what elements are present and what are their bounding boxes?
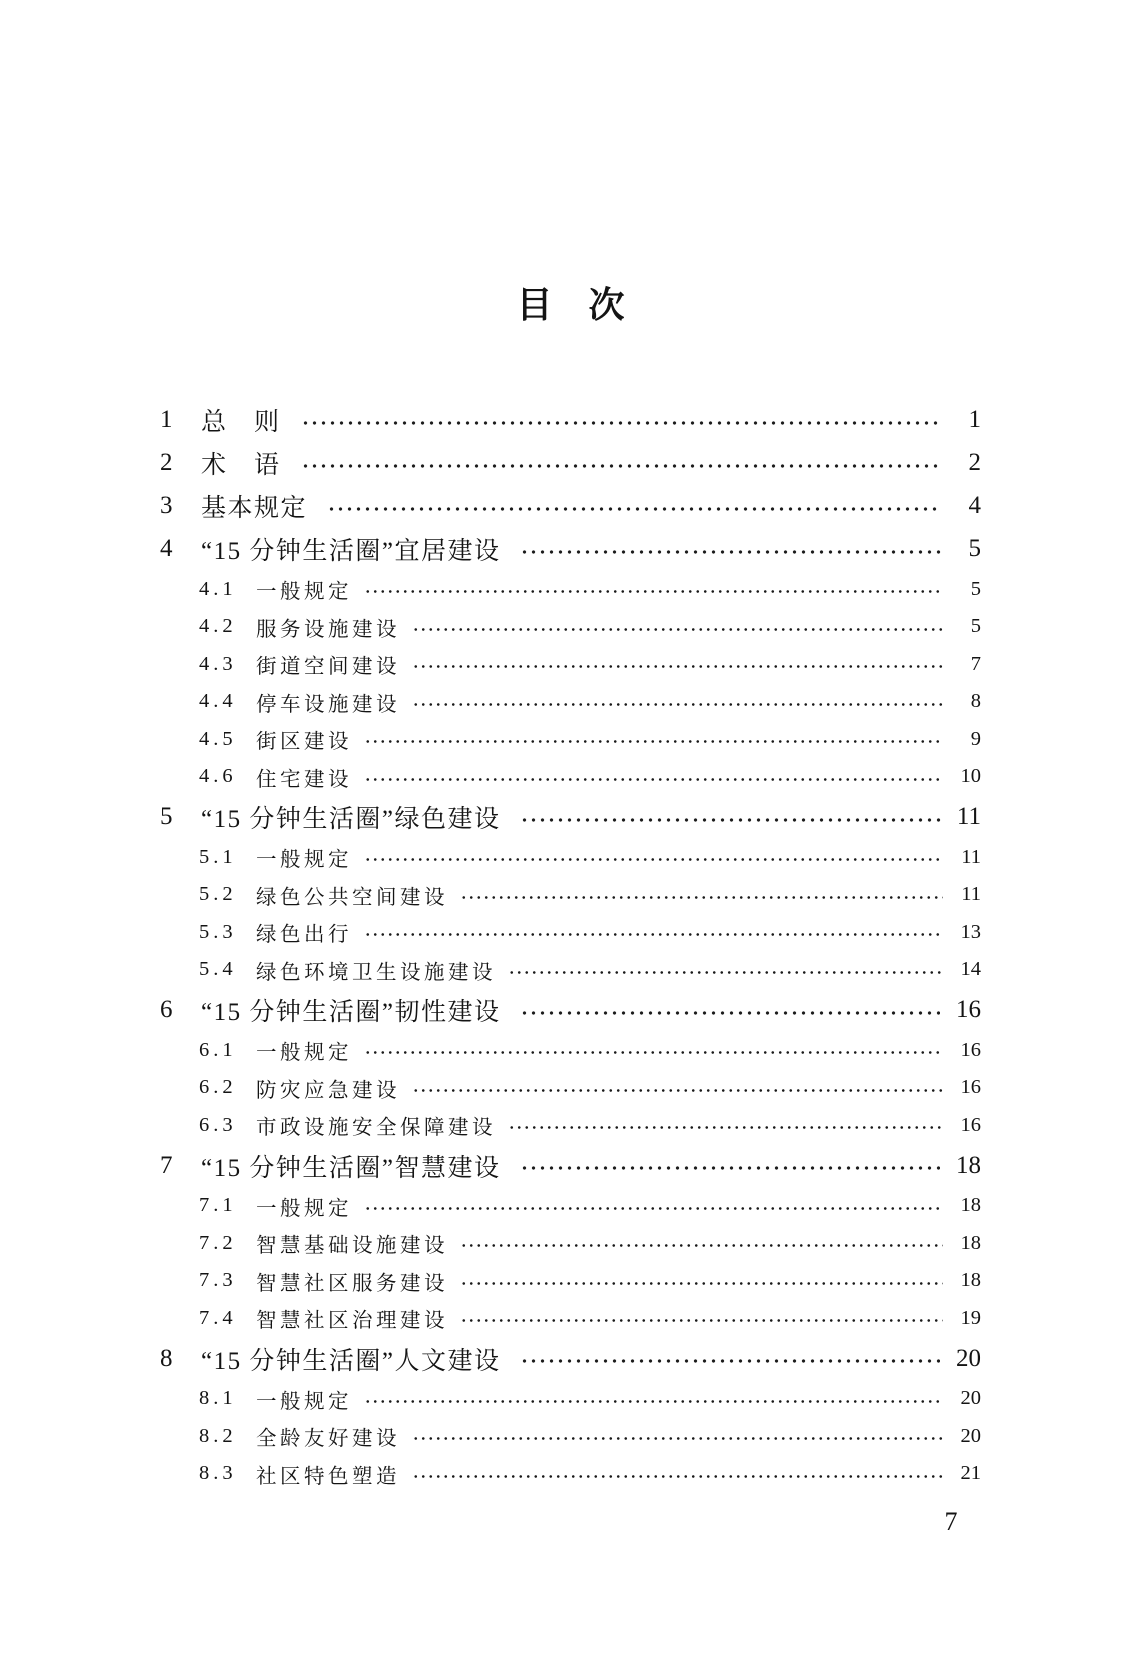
- section-title: 一般规定: [256, 849, 352, 872]
- leader-dots: [412, 1455, 943, 1493]
- page-ref: 5: [968, 535, 981, 562]
- section-title: 停车设施建设: [256, 693, 400, 716]
- chapter-number: 2: [160, 449, 173, 476]
- page-ref: 4: [968, 492, 981, 519]
- leader-dots: [364, 839, 943, 877]
- section-title: 住宅建设: [256, 768, 352, 791]
- section-number: 6.2: [199, 1076, 237, 1099]
- chapter-title: “15 分钟生活圈”绿色建设: [201, 806, 501, 833]
- section-title: 智慧基础设施建设: [256, 1235, 448, 1258]
- toc-chapter-4: [0, 528, 1141, 571]
- page-ref: 16: [956, 996, 981, 1023]
- section-title: 智慧社区治理建设: [256, 1310, 448, 1333]
- section-number: 4.3: [199, 652, 237, 675]
- section-title: 绿色公共空间建设: [256, 886, 448, 909]
- toc-chapter-1: [0, 399, 1141, 442]
- page-ref: 18: [956, 1151, 981, 1179]
- toc-section-7-4: [0, 1300, 1141, 1338]
- chapter-title: 基本规定: [201, 495, 308, 522]
- page-ref: 11: [956, 803, 981, 830]
- toc-list: [0, 399, 1141, 1493]
- section-number: 4.6: [199, 765, 237, 788]
- leader-dots: [412, 683, 943, 721]
- page-ref: 16: [960, 1076, 981, 1099]
- leader-dots: [520, 1337, 940, 1380]
- toc-section-6-1: [0, 1032, 1141, 1070]
- page-ref: 10: [960, 765, 981, 788]
- toc-heading: 目 次: [516, 285, 625, 325]
- section-title: 街道空间建设: [256, 656, 400, 679]
- leader-dots: [364, 721, 943, 759]
- section-title: 防灾应急建设: [256, 1079, 400, 1102]
- leader-dots: [364, 1032, 943, 1070]
- section-number: 8.2: [199, 1424, 237, 1447]
- toc-chapter-2: [0, 442, 1141, 485]
- chapter-title: “15 分钟生活圈”宜居建设: [201, 538, 501, 565]
- page-ref: 18: [960, 1269, 981, 1292]
- toc-section-4-6: [0, 758, 1141, 796]
- page-ref: 20: [956, 1344, 981, 1372]
- section-number: 8.3: [199, 1462, 237, 1485]
- section-title: 绿色出行: [256, 924, 352, 947]
- chapter-number: 6: [160, 996, 173, 1023]
- page-ref: 18: [960, 1194, 981, 1217]
- leader-dots: [460, 1300, 943, 1338]
- page-ref: 2: [968, 449, 981, 476]
- leader-dots: [364, 1380, 943, 1418]
- section-title: 市政设施安全保障建设: [256, 1117, 496, 1140]
- leader-dots: [412, 1418, 943, 1456]
- leader-dots: [301, 442, 941, 485]
- section-title: 一般规定: [256, 1042, 352, 1065]
- toc-section-4-2: [0, 608, 1141, 646]
- page-ref: 1: [968, 406, 981, 433]
- leader-dots: [364, 914, 943, 952]
- section-number: 4.1: [199, 577, 237, 600]
- leader-dots: [412, 646, 943, 684]
- toc-chapter-3: [0, 485, 1141, 528]
- leader-dots: [508, 1107, 943, 1145]
- leader-dots: [364, 571, 943, 609]
- chapter-title: 术 语: [201, 452, 281, 479]
- page-ref: 9: [970, 727, 981, 750]
- chapter-title: 总 则: [201, 409, 281, 436]
- leader-dots: [508, 951, 943, 989]
- section-number: 8.1: [199, 1387, 237, 1410]
- section-number: 7.1: [199, 1194, 237, 1217]
- chapter-title: “15 分钟生活圈”人文建设: [201, 1347, 501, 1375]
- section-number: 7.2: [199, 1231, 237, 1254]
- section-number: 4.4: [199, 690, 237, 713]
- section-title: 一般规定: [256, 1197, 352, 1220]
- section-title: 智慧社区服务建设: [256, 1272, 448, 1295]
- toc-section-4-4: [0, 683, 1141, 721]
- toc-section-7-2: [0, 1225, 1141, 1263]
- page-ref: 16: [960, 1038, 981, 1061]
- toc-section-5-1: [0, 839, 1141, 877]
- leader-dots: [520, 989, 940, 1032]
- section-title: 街区建设: [256, 731, 352, 754]
- toc-section-5-4: [0, 951, 1141, 989]
- toc-section-4-3: [0, 646, 1141, 684]
- page-ref: 11: [961, 883, 981, 906]
- leader-dots: [460, 1262, 943, 1300]
- section-title: 一般规定: [256, 581, 352, 604]
- chapter-number: 4: [160, 535, 173, 562]
- chapter-number: 8: [160, 1344, 173, 1372]
- page-ref: 11: [961, 845, 981, 868]
- toc-chapter-8: [0, 1337, 1141, 1380]
- chapter-number: 7: [160, 1151, 173, 1179]
- section-number: 7.4: [199, 1306, 237, 1329]
- toc-section-4-5: [0, 721, 1141, 759]
- section-title: 一般规定: [256, 1390, 352, 1413]
- toc-section-4-1: [0, 571, 1141, 609]
- toc-chapter-7: [0, 1144, 1141, 1187]
- chapter-number: 5: [160, 803, 173, 830]
- toc-section-5-3: [0, 914, 1141, 952]
- leader-dots: [327, 485, 941, 528]
- section-number: 4.2: [199, 615, 237, 638]
- section-title: 绿色环境卫生设施建设: [256, 961, 496, 984]
- chapter-title: “15 分钟生活圈”韧性建设: [201, 999, 501, 1026]
- page-ref: 8: [970, 690, 981, 713]
- toc-section-7-3: [0, 1262, 1141, 1300]
- page-number: 7: [944, 1507, 958, 1536]
- page-ref: 14: [960, 958, 981, 981]
- leader-dots: [460, 1225, 943, 1263]
- toc-chapter-5: [0, 796, 1141, 839]
- section-title: 社区特色塑造: [256, 1465, 400, 1488]
- chapter-number: 3: [160, 492, 173, 519]
- toc-section-8-2: [0, 1418, 1141, 1456]
- leader-dots: [412, 608, 943, 646]
- leader-dots: [412, 1069, 943, 1107]
- leader-dots: [520, 528, 941, 571]
- toc-section-7-1: [0, 1187, 1141, 1225]
- section-number: 5.3: [199, 920, 237, 943]
- section-number: 7.3: [199, 1269, 237, 1292]
- leader-dots: [520, 796, 940, 839]
- leader-dots: [520, 1144, 940, 1187]
- leader-dots: [301, 399, 941, 442]
- section-title: 全龄友好建设: [256, 1428, 400, 1451]
- section-number: 4.5: [199, 727, 237, 750]
- toc-section-8-3: [0, 1455, 1141, 1493]
- page-ref: 19: [960, 1306, 981, 1329]
- page-ref: 13: [960, 920, 981, 943]
- page-ref: 7: [970, 652, 981, 675]
- page-ref: 16: [960, 1113, 981, 1136]
- section-number: 5.1: [199, 845, 237, 868]
- page-ref: 20: [960, 1424, 981, 1447]
- leader-dots: [364, 1187, 943, 1225]
- toc-section-6-2: [0, 1069, 1141, 1107]
- leader-dots: [460, 876, 943, 914]
- section-number: 6.1: [199, 1038, 237, 1061]
- section-title: 服务设施建设: [256, 618, 400, 641]
- chapter-number: 1: [160, 406, 173, 433]
- chapter-title: “15 分钟生活圈”智慧建设: [201, 1154, 501, 1182]
- page-ref: 18: [960, 1231, 981, 1254]
- toc-chapter-6: [0, 989, 1141, 1032]
- page-ref: 5: [970, 577, 981, 600]
- page-ref: 21: [960, 1462, 981, 1485]
- toc-section-8-1: [0, 1380, 1141, 1418]
- toc-section-6-3: [0, 1107, 1141, 1145]
- section-number: 5.2: [199, 883, 237, 906]
- page-ref: 5: [970, 615, 981, 638]
- toc-section-5-2: [0, 876, 1141, 914]
- leader-dots: [364, 758, 943, 796]
- page-ref: 20: [960, 1387, 981, 1410]
- section-number: 5.4: [199, 958, 237, 981]
- section-number: 6.3: [199, 1113, 237, 1136]
